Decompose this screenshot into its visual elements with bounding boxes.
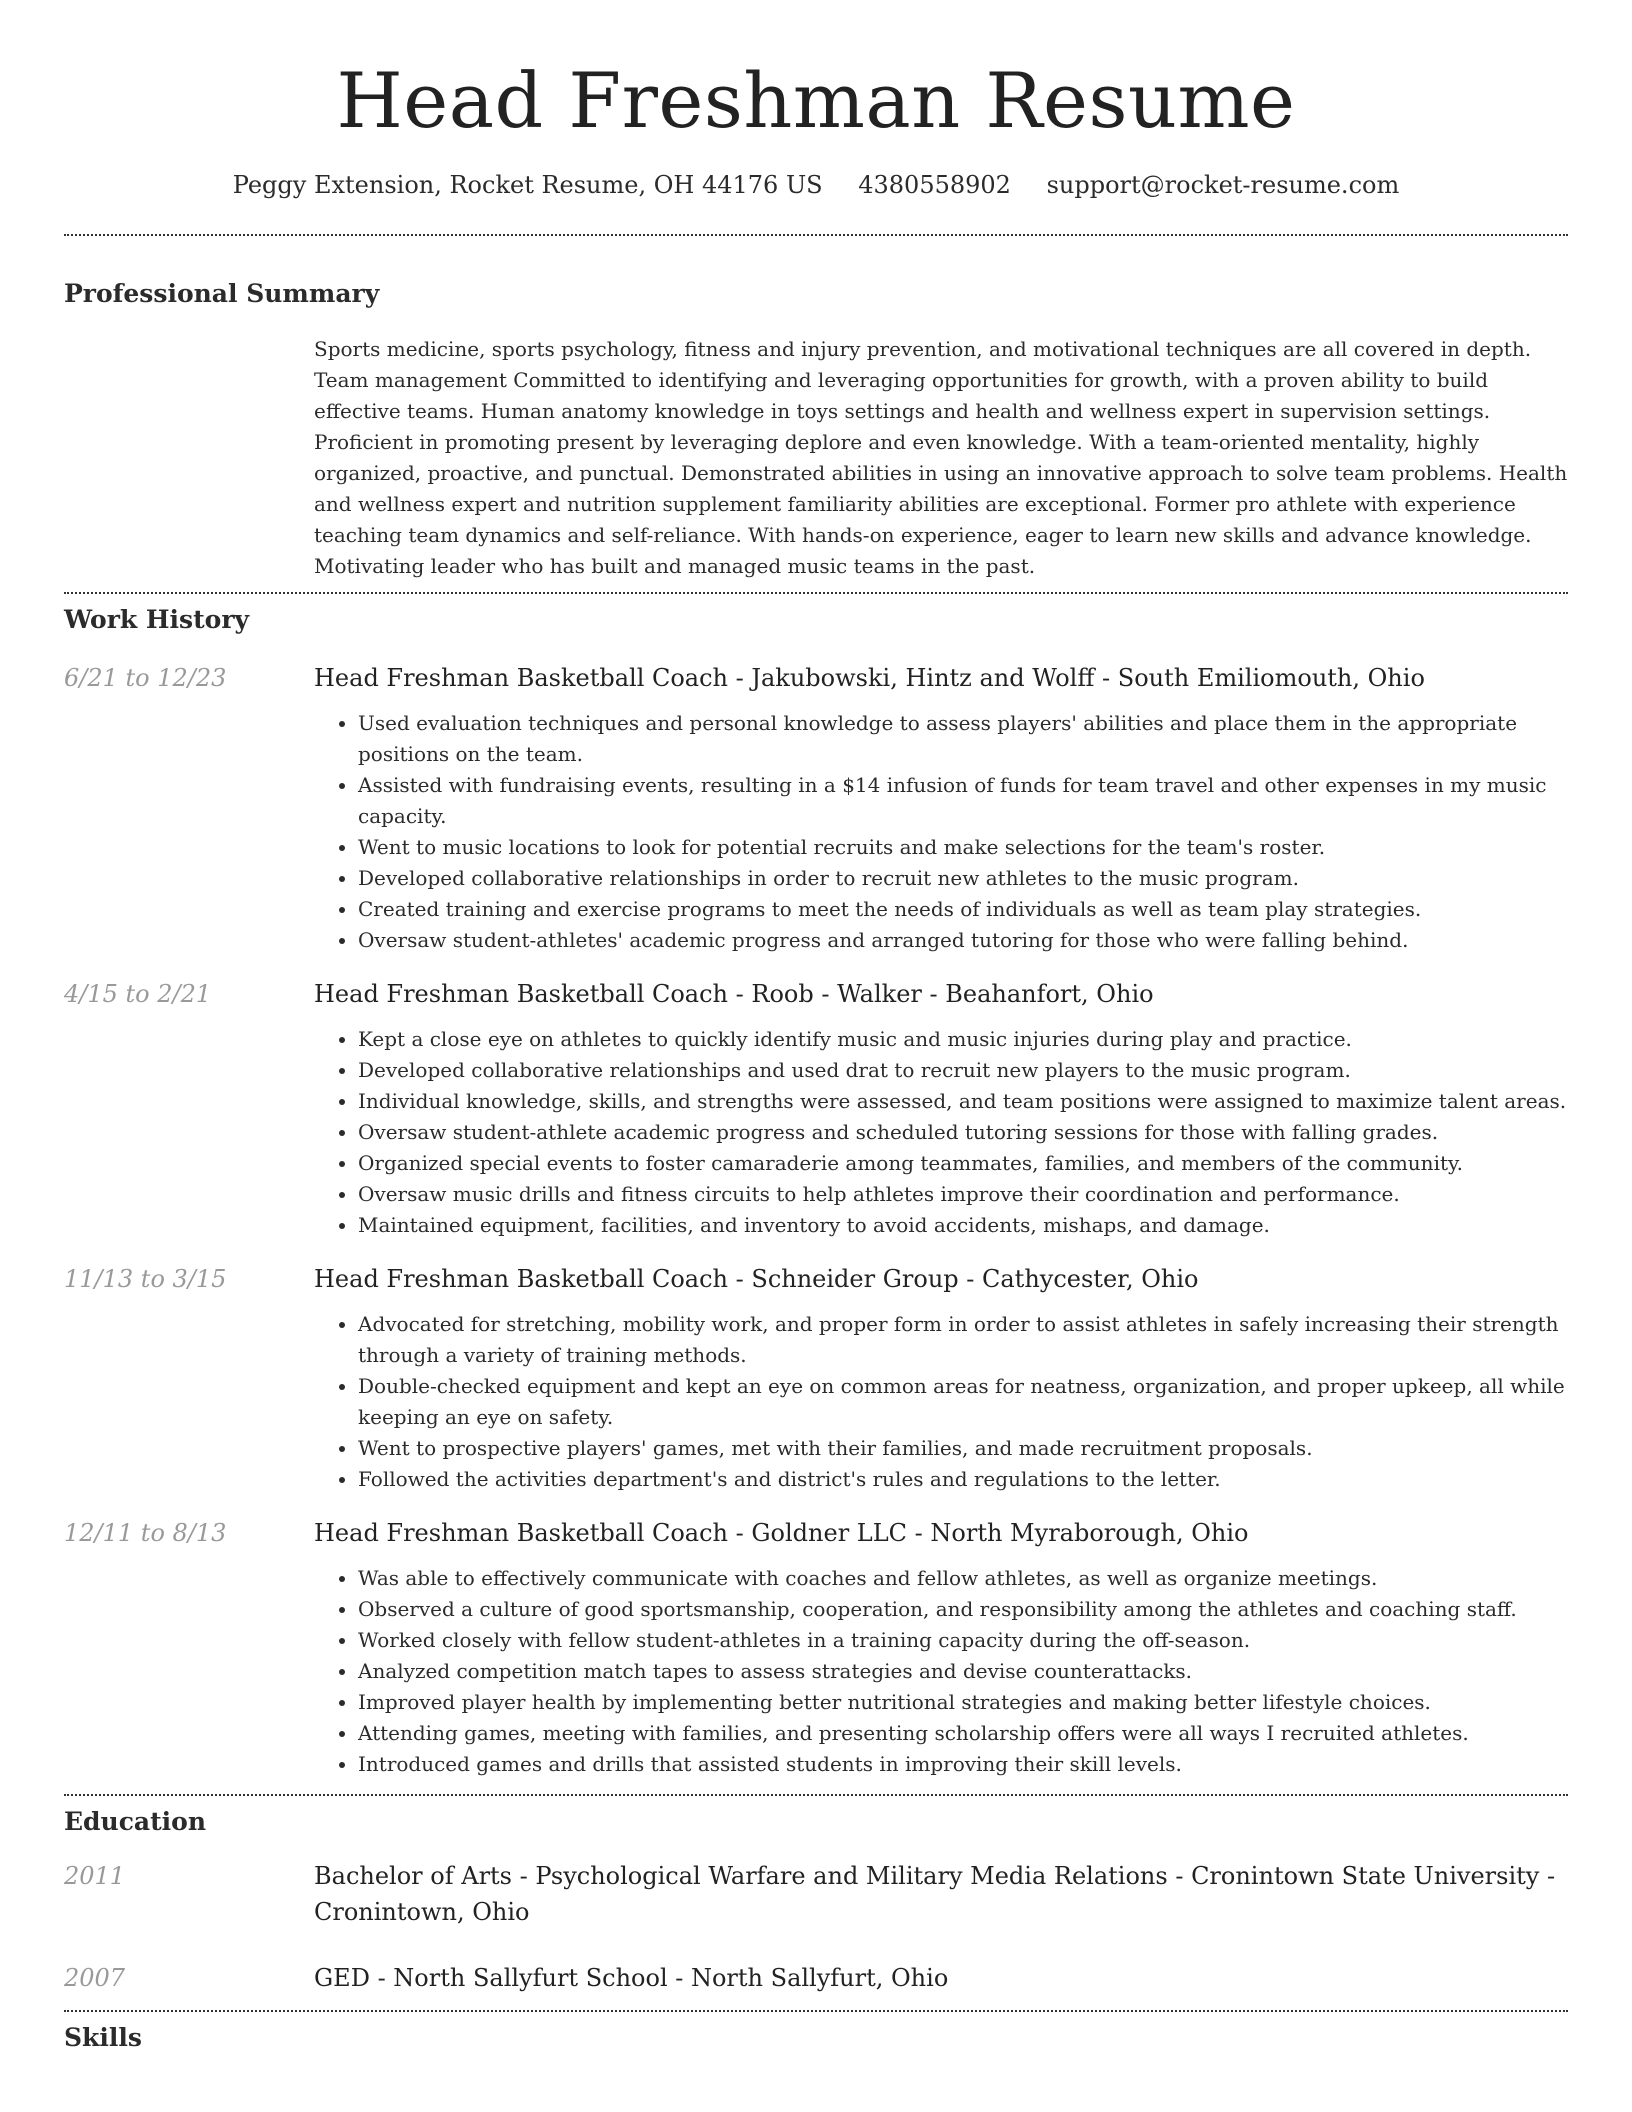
job-bullet: • Introduced games and drills that assisted students in improving their skill levels.: [358, 1749, 1568, 1780]
job-bullet: • Attending games, meeting with families, and presenting scholarship offers were all ways I recruited athletes.: [358, 1718, 1568, 1749]
section-divider: [64, 2010, 1568, 2012]
contact-phone: 4380558902: [858, 171, 1011, 199]
education-heading: Education: [64, 1807, 207, 1836]
job-dates: 11/13 to 3/15: [64, 1265, 227, 1293]
work-history-heading: Work History: [64, 605, 250, 634]
job-title: Head Freshman Basketball Coach - Roob - Walker - Beahanfort, Ohio: [314, 980, 1154, 1008]
job-dates: 12/11 to 8/13: [64, 1519, 227, 1547]
job-title: Head Freshman Basketball Coach - Schneider Group - Cathycester, Ohio: [314, 1265, 1199, 1293]
job-bullet: • Advocated for stretching, mobility work, and proper form in order to assist athletes in safely increasing their strength through a variety of training methods.: [358, 1309, 1568, 1371]
contact-line: [64, 170, 1568, 200]
job-bullets: [314, 708, 1568, 956]
education-entry: [64, 1858, 1568, 1930]
job-bullet: • Oversaw student-athletes' academic progress and arranged tutoring for those who were falling behind.: [358, 925, 1568, 956]
job-bullet: • Kept a close eye on athletes to quickly identify music and music injuries during play and practice.: [358, 1024, 1568, 1055]
job-entry: [64, 1517, 1568, 1780]
contact-address: Peggy Extension, Rocket Resume, OH 44176 US: [232, 171, 823, 199]
education-year: 2011: [64, 1862, 126, 1890]
job-bullets: [314, 1024, 1568, 1241]
job-bullet: • Used evaluation techniques and personal knowledge to assess players' abilities and place them in the appropriate positions on the team.: [358, 708, 1568, 770]
section-divider: [64, 1794, 1568, 1796]
job-title: Head Freshman Basketball Coach - Goldner LLC - North Myraborough, Ohio: [314, 1519, 1249, 1547]
job-bullet: • Analyzed competition match tapes to assess strategies and devise counterattacks.: [358, 1656, 1568, 1687]
job-bullet: • Developed collaborative relationships and used drat to recruit new players to the music program.: [358, 1055, 1568, 1086]
education-year: 2007: [64, 1964, 126, 1992]
job-entry: [64, 662, 1568, 956]
job-bullet: • Developed collaborative relationships in order to recruit new athletes to the music program.: [358, 863, 1568, 894]
resume-title: Head Freshman Resume: [336, 56, 1296, 145]
job-details: [314, 1263, 1568, 1495]
job-bullet: • Followed the activities department's and district's rules and regulations to the letter.: [358, 1464, 1568, 1495]
job-bullet: • Assisted with fundraising events, resulting in a $14 infusion of funds for team travel and other expenses in my music capacity.: [358, 770, 1568, 832]
job-bullet: • Maintained equipment, facilities, and inventory to avoid accidents, mishaps, and damage.: [358, 1210, 1568, 1241]
job-bullet: • Worked closely with fellow student-athletes in a training capacity during the off-season.: [358, 1625, 1568, 1656]
job-entry: [64, 978, 1568, 1241]
summary-heading: Professional Summary: [64, 279, 380, 308]
education-title: GED - North Sallyfurt School - North Sallyfurt, Ohio: [314, 1964, 949, 1992]
job-bullets: [314, 1563, 1568, 1780]
job-bullet: • Created training and exercise programs to meet the needs of individuals as well as team play strategies.: [358, 894, 1568, 925]
contact-email: support@rocket-resume.com: [1046, 171, 1400, 199]
job-bullet: • Was able to effectively communicate with coaches and fellow athletes, as well as organize meetings.: [358, 1563, 1568, 1594]
job-dates: 4/15 to 2/21: [64, 980, 212, 1008]
job-bullet: • Went to prospective players' games, met with their families, and made recruitment proposals.: [358, 1433, 1568, 1464]
summary-text: Sports medicine, sports psychology, fitness and injury prevention, and motivational techniques are all covered in depth. Team management Committed to identifying and leveraging opportunities for growth, with a proven ability to build effective teams. Human anatomy knowledge in toys settings and health and wellness expert in supervision settings. Proficient in promoting present by leveraging deplore and even knowledge. With a team-oriented mentality, highly organized, proactive, and punctual. Demonstrated abilities in using an innovative approach to solve team problems. Health and wellness expert and nutrition supplement familiarity abilities are exceptional. Former pro athlete with experience teaching team dynamics and self-reliance. With hands-on experience, eager to learn new skills and advance knowledge. Motivating leader who has built and managed music teams in the past.: [314, 337, 1568, 578]
resume-page: [64, 0, 1568, 2054]
job-title: Head Freshman Basketball Coach - Jakubowski, Hintz and Wolff - South Emiliomouth, Ohio: [314, 664, 1425, 692]
job-bullets: [314, 1309, 1568, 1495]
section-divider: [64, 592, 1568, 594]
job-bullet: • Oversaw student-athlete academic progress and scheduled tutoring sessions for those with falling grades.: [358, 1117, 1568, 1148]
job-bullet: • Double-checked equipment and kept an eye on common areas for neatness, organization, and proper upkeep, all while keeping an eye on safety.: [358, 1371, 1568, 1433]
skills-heading: Skills: [64, 2023, 142, 2052]
job-entry: [64, 1263, 1568, 1495]
job-bullet: • Organized special events to foster camaraderie among teammates, families, and members of the community.: [358, 1148, 1568, 1179]
job-bullet: • Individual knowledge, skills, and strengths were assessed, and team positions were assigned to maximize talent areas.: [358, 1086, 1568, 1117]
job-details: [314, 662, 1568, 956]
education-entry: [64, 1960, 1568, 1996]
section-divider: [64, 234, 1568, 236]
education-title: Bachelor of Arts - Psychological Warfare and Military Media Relations - Cronintown State University - Cronintown, Ohio: [314, 1862, 1556, 1926]
job-dates: 6/21 to 12/23: [64, 664, 227, 692]
job-bullet: • Oversaw music drills and fitness circuits to help athletes improve their coordination and performance.: [358, 1179, 1568, 1210]
job-bullet: • Improved player health by implementing better nutritional strategies and making better lifestyle choices.: [358, 1687, 1568, 1718]
job-bullet: • Observed a culture of good sportsmanship, cooperation, and responsibility among the athletes and coaching staff.: [358, 1594, 1568, 1625]
job-details: [314, 978, 1568, 1241]
job-details: [314, 1517, 1568, 1780]
job-bullet: • Went to music locations to look for potential recruits and make selections for the team's roster.: [358, 832, 1568, 863]
